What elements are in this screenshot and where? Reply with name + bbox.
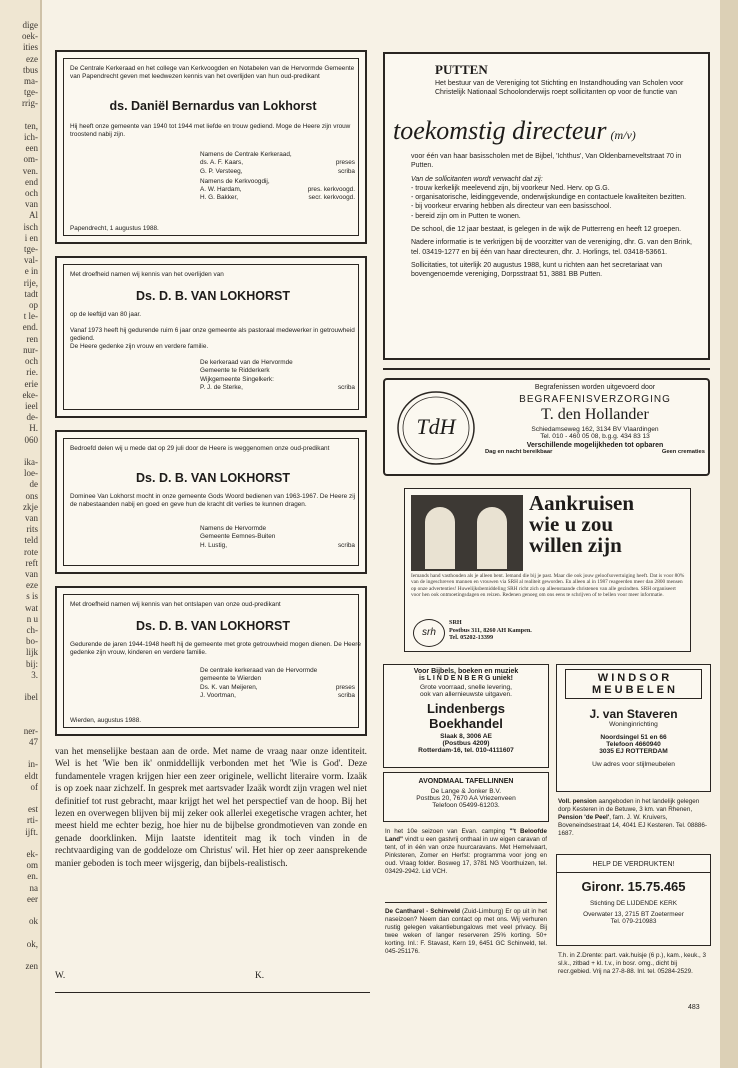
notice-place-date: Wierden, augustus 1988. (70, 717, 142, 724)
sig-name: H. G. Bakker, (200, 194, 239, 202)
notice-name: ds. Daniël Bernardus van Lokhorst (109, 99, 317, 113)
vacancy-req-head: Van de sollicitanten wordt verwacht dat zij: (411, 175, 543, 183)
windsor-addr1: Noordsingel 51 en 66 (600, 734, 667, 741)
windsor-name-frame (565, 669, 702, 699)
srh-headline (529, 493, 634, 556)
windsor-ad (556, 664, 711, 792)
article-sign-left: W. (55, 971, 66, 981)
vacancy-p3: Nadere informatie is te verkrijgen bij de voorzitter van de vereniging, dhr. G. van den Brink, tel. 03419-1277 en bij één van haar directeuren, dhr. J. Horlings, tel. 03418-53661. (411, 239, 692, 256)
lindenberg-addr3: Rotterdam-16, tel. 010-4111607 (418, 747, 514, 754)
sig-name: J. Voortman, (200, 691, 236, 699)
sig-head: Namens de Kerkvoogdij, (200, 177, 270, 185)
ad-separator (383, 368, 710, 370)
sig-role: scriba (337, 167, 355, 175)
srh-photo (411, 495, 523, 571)
lindenberg-name1: Lindenbergs (426, 701, 505, 716)
avondmaal-line2: Postbus 20, 7670 AA Vriezenveen (416, 795, 516, 802)
vacancy-title-row (393, 116, 636, 146)
cantharel-region: (Zuid-Limburg) (462, 908, 504, 915)
funeral-line2: BEGRAFENISVERZORGING (519, 394, 671, 405)
sig-line: Gemeente te Ridderkerk (200, 367, 270, 375)
srh-body: Iemands hand vasthouden als je alleen bent. Iemand die bij je past. Maar die ook jouw geloofsovertuiging heeft. Dat is voor 80% van de ingeschreven mannen en vrouwen via SRH al realiteit geworden. En alleen al in 1987 reageerden meer dan 2800 mensen op onze advertenties! Huwelijksbemiddeling SRH richt zich op alleenstaande christenen van alle gezindten. SRH organiseert voor hen ook ontmoetingsdagen en reizen. Redenen genoeg om ons eens te schrijven of te bellen voor meer informatie. (411, 573, 685, 598)
avondmaal-line1: De Lange & Jonker B.V. (430, 788, 502, 795)
notice-place-date: Papendrecht, 1 augustus 1988. (70, 225, 159, 232)
lindenberg-addr2: (Postbus 4209) (442, 740, 490, 747)
pension-ad (558, 798, 710, 838)
sig-line: Wijkgemeente Singelkerk: (200, 375, 274, 383)
notice-body: Hij heeft onze gemeente van 1940 tot 1944 met liefde en trouw gediend. Moge de Heere zijn vrouw troostend nabij zijn. (70, 123, 351, 139)
gironr-phone: Tel. 079-210983 (610, 918, 657, 925)
sig-role: secr. kerkvoogd. (308, 194, 355, 202)
notice-inner-frame (63, 594, 359, 728)
vacancy-p1: voor één van haar basisscholen met de Bijbel, 'Ichthus', Van Oldenbarneveltstraat 70 in Putten. (411, 153, 682, 170)
page-number: 483 (688, 1004, 700, 1011)
funeral-name: T. den Hollander (541, 406, 649, 423)
notice-inner-frame (63, 264, 359, 410)
req-item: - trouw kerkelijk meelevend zijn, bij voorkeur Ned. Herv. op G.G. (411, 184, 610, 192)
funeral-text (485, 384, 705, 455)
funeral-logo-text: TdH (416, 414, 456, 439)
notice-body: Gedurende de jaren 1944-1948 heeft hij de gemeente met grote getrouwheid mogen dienen. De Heere gedenke zijn vrouw, kinderen en verdere familie. (70, 641, 361, 657)
req-item: - bij voorkeur ervaring hebben als directeur van een basisschool. (411, 203, 612, 211)
cantharel-ad (385, 908, 547, 955)
vacancy-text (411, 152, 701, 280)
gironr-address: Overwater 13, 2715 BT Zoetermeer (583, 911, 684, 918)
gironr-org: Stichting DE LIJDENDE KERK (589, 900, 677, 907)
sig-line: gemeente te Wierden (200, 675, 262, 683)
sig-row (200, 168, 355, 176)
windsor-slogan: Uw adres voor stijlmeubelen (592, 761, 675, 768)
notice-inner-frame (63, 58, 359, 236)
sig-row (200, 684, 355, 692)
gironr-rule (557, 872, 710, 873)
sig-name: ds. A. F. Kaars, (200, 159, 243, 167)
windsor-addr3: 3035 EJ ROTTERDAM (599, 748, 668, 755)
sig-row (200, 542, 355, 550)
sig-head: Namens de Centrale Kerkeraad, (200, 151, 292, 158)
windsor-name2: M E U B E L E N (592, 684, 675, 696)
notice-inner-frame (63, 438, 359, 566)
vacancy-ad-putten (383, 52, 710, 360)
gironr-head: HELP DE VERDRUKTEN! (592, 861, 675, 868)
notice-intro: De Centrale Kerkeraad en het college van Kerkvoogden en Notabelen van de Hervormde Gemeente van Papendrecht geven met leedwezen kennis van het overlijden van hun oud-predikant (70, 65, 355, 81)
funeral-no-cremation: Geen crematies (661, 449, 705, 455)
vacancy-intro: Het bestuur van de Vereniging tot Stichting en Instandhouding van Scholen voor Christelijk Nationaal Schoolonderwijs roept sollicitanten op voor de functie van (435, 80, 684, 96)
camping-text-pre: In het 10e seizoen van Evan. camping (385, 828, 510, 835)
notice-age: op de leeftijd van 80 jaar. (70, 311, 142, 318)
sig-row (200, 194, 355, 202)
sig-row (200, 186, 355, 194)
sig-role: preses (335, 683, 355, 691)
small-ad-rule (385, 902, 547, 903)
sig-role: pres. kerkvoogd. (307, 186, 355, 194)
notice-name: Ds. D. B. VAN LOKHORST (136, 619, 290, 633)
sig-role: preses (335, 159, 355, 167)
notice-body: Dominee Van Lokhorst mocht in onze gemeente Gods Woord bedienen van 1963-1967. De Heere zij de nabestaanden nabij en goed en geve hun de kracht dit verlies te kunnen dragen. (70, 493, 356, 509)
sig-row (200, 692, 355, 700)
srh-phone: Tel. 05202-13399 (449, 634, 494, 642)
sig-name: P. J. de Sterke, (200, 383, 243, 391)
lindenberg-ad (383, 664, 549, 768)
article-sign-right: K. (255, 971, 265, 981)
drenthe-ad: T.h. in Z.Drente: part. vak.huisje (6 p.), kam., keuk., 3 sl.k., zitbad + kl. t.v., in bosr. omg., dicht bij recr.gebied. Vrij na 27-8-88. Inl. tel. 05284-2529. (558, 952, 707, 975)
lindenberg-addr1: Slaak 8, 3006 AE (440, 733, 492, 740)
previous-page-text-fragments: dige oek- ities eze tbus ma- tge- rrig- ten, ich- een om- ven. end och van Al isch i en tge- val- e in rije, tadt op t le- end. ren nur- och rie. erie eke- ieel de- H. 060 ika- loe- de ons zkje van rits teld rote reft van eze s is wat n u ch- bo- lijk bij: 3. ibel ner- 47 in- eldt of est rti- ijft. ek- om en. na eer ok ok, zen (22, 20, 38, 972)
sig-name: Ds. K. van Meijeren, (200, 683, 258, 691)
windsor-owner: J. van Staveren (589, 707, 678, 721)
avondmaal-ad (383, 772, 549, 822)
obituary-notice-wierden (55, 586, 367, 736)
sig-line: De centrale kerkeraad van de Hervormde (200, 667, 318, 674)
srh-dating-ad (404, 488, 691, 652)
figure-left (425, 507, 455, 569)
cantharel-text: Er op uit in het naseizoen? Neem dan contact op met ons. Wij verhuren rustig gelegen vakantiebungalows met veel privacy. Bij twee weken of langer reserveren 25% korting. 50+ korting. Inl.: F. Stavast, Kern 19, 6451 GC Schinveld, tel. 045-251176. (385, 908, 548, 955)
srh-contact (449, 619, 532, 642)
camping-ad (385, 828, 547, 875)
funeral-address: Schiedamseweg 162, 3134 BV Vlaardingen (531, 426, 659, 433)
vacancy-title-suffix: (m/v) (610, 128, 636, 142)
srh-name: SRH (449, 619, 462, 626)
srh-address: Postbus 311, 8260 AH Kampen. (449, 626, 532, 634)
lindenberg-line2: ook van allernieuwste uitgaven. (419, 691, 512, 698)
srh-headline-3: willen zijn (529, 533, 622, 557)
gironr-number: Gironr. 15.75.465 (581, 879, 686, 894)
column-rule (55, 992, 370, 993)
pension-text: aangeboden in het landelijk gelegen dorp Kesteren in de Betuwe, 3 km. van Rhenen, (558, 798, 700, 813)
srh-logo: srh (413, 619, 445, 647)
lindenberg-head2: is L I N D E N B E R G uniek! (419, 675, 513, 682)
camping-name: "'t Beloofde Land" (385, 828, 547, 843)
avondmaal-line3: Telefoon 05499-61203. (432, 802, 500, 809)
notice-intro: Met droefheid namen wij kennis van het ontslapen van onze oud-predikant (70, 601, 281, 608)
obituary-notice-eemnes (55, 430, 367, 574)
lindenberg-head1: Voor Bijbels, boeken en muziek (413, 668, 519, 675)
sig-row (200, 159, 355, 167)
sig-line: Gemeente Eemnes-Buiten (200, 533, 276, 541)
notice-intro: Met droefheid namen wij kennis van het overlijden van (70, 271, 224, 278)
camping-text-post: vindt u een gastvrij onthaal in uw eigen caravan of tent, of in één van onze huurcaravans. Met Hemelvaart, Pinksteren, Zomer en Herfst: programma voor jong en oud. Vraag folder. Bosweg 17, 3781 NG Voorthuizen, tel. 03429-2942. Lid VCH. (385, 835, 547, 875)
srh-headline-1: Aankruisen (529, 491, 635, 515)
gironr-ad (556, 854, 711, 946)
funeral-line3: Verschillende mogelijkheden tot opbaren (526, 442, 664, 449)
obituary-notice-papendrecht (55, 50, 367, 244)
sig-line: Namens de Hervormde (200, 525, 267, 532)
notice-name: Ds. D. B. VAN LOKHORST (136, 471, 290, 485)
page-edge (720, 0, 738, 1068)
sig-row (200, 384, 355, 392)
article-text: van het menselijke bestaan aan de orde. Met name de vraag naar onze identiteit. Wel is het 'Wie ben ik' onmiddellijk verbonden met het 'Wie is God'. Deze fundamentele vragen krijgen hier een zeer originele, wellicht literaire vorm. Izaäk is op zoek naar zichzelf. In gesprek met aartsvader Izaäk wordt zijn vragen wel niet definitief tot rust gebracht, maar krijgt het wel het perspectief van de hoop. Bij het lezen en overwegen blijven bij mij zeker ook allerlei exegetische vragen achter, het meest hield me echter bezig, hoe hier nu de bijbelse grondmotieven van zonde en genade doorklinken. Mijn laatste identiteit mag ik toch vinden in de rechtvaardiging van de goddeloze om Christus' wil. Het hier op zeer aansprekende manier geboden is toch meer wijsgerig, dan bijbels-realistisch. (55, 747, 367, 869)
sig-name: A. W. Hardam, (200, 186, 242, 194)
avondmaal-head: AVONDMAAL TAFELLINNEN (418, 778, 514, 785)
pension-text2: , fam. J. W. Kruivers, Boveneindsestraat 14, 4041 EJ Kesteren. Tel. 08886-1687. (558, 813, 708, 837)
funeral-ad (383, 378, 710, 476)
notice-name: Ds. D. B. VAN LOKHORST (136, 289, 290, 303)
lindenberg-name2: Boekhandel (429, 716, 503, 731)
windsor-addr2: Telefoon 4660940 (606, 741, 661, 748)
funeral-line1: Begrafenissen worden uitgevoerd door (534, 384, 656, 391)
sig-role: scriba (337, 691, 355, 699)
notice-body: Vanaf 1973 heeft hij gedurende ruim 6 jaar onze gemeente als pastoraal medewerker in getrouwheid gediend. De Heere gedenke zijn vrouw en verdere familie. (70, 327, 355, 351)
req-item: - organisatorische, leidinggevende, onderwijskundige en contactuele kwaliteiten bezitten. (411, 194, 687, 202)
vacancy-place: PUTTEN (435, 62, 488, 77)
funeral-line4 (485, 449, 705, 455)
notice-signatures (200, 667, 355, 700)
figure-right (477, 507, 507, 569)
notice-intro: Bedroefd delen wij u mede dat op 29 juli door de Heere is weggenomen onze oud-predikant (70, 445, 330, 452)
pension-label: Voll. pension (558, 798, 597, 805)
sig-name: G. P. Versteeg, (200, 167, 243, 175)
sig-name: H. Lustig, (200, 541, 227, 549)
vacancy-title: toekomstig directeur (393, 116, 607, 145)
notice-signatures (200, 525, 355, 550)
windsor-name1: W I N D S O R (597, 672, 670, 684)
req-item: - bereid zijn om in Putten te wonen. (411, 212, 521, 220)
sig-line: De kerkeraad van de Hervormde (200, 359, 293, 366)
sig-role: scriba (337, 383, 355, 391)
notice-signatures (200, 151, 355, 203)
funeral-phone: Tel. 010 - 460 05 08, b.g.g. 434 83 13 (540, 433, 650, 440)
lindenberg-line1: Grote voorraad, snelle levering, (420, 684, 512, 691)
cantharel-name: De Cantharel - Schinveld (385, 908, 460, 915)
obituary-notice-ridderkerk (55, 256, 367, 418)
funeral-hours: Dag en nacht bereikbaar (485, 449, 553, 455)
windsor-sub: Woninginrichting (609, 721, 658, 728)
vacancy-p4: Sollicitaties, tot uiterlijk 20 augustus 1988, kunt u richten aan het secretariaat van bovengenoemde vereniging, Dorpsstraat 51, 3881 BB Putten. (411, 261, 662, 279)
sig-role: scriba (337, 541, 355, 549)
pension-name: Pension 'de Peel' (558, 813, 610, 821)
notice-signatures (200, 359, 355, 392)
vacancy-p2: De school, die 12 jaar bestaat, is gelegen in de wijk de Putterreng en heeft 12 groepen. (411, 226, 682, 234)
srh-headline-2: wie u zou (529, 512, 613, 536)
